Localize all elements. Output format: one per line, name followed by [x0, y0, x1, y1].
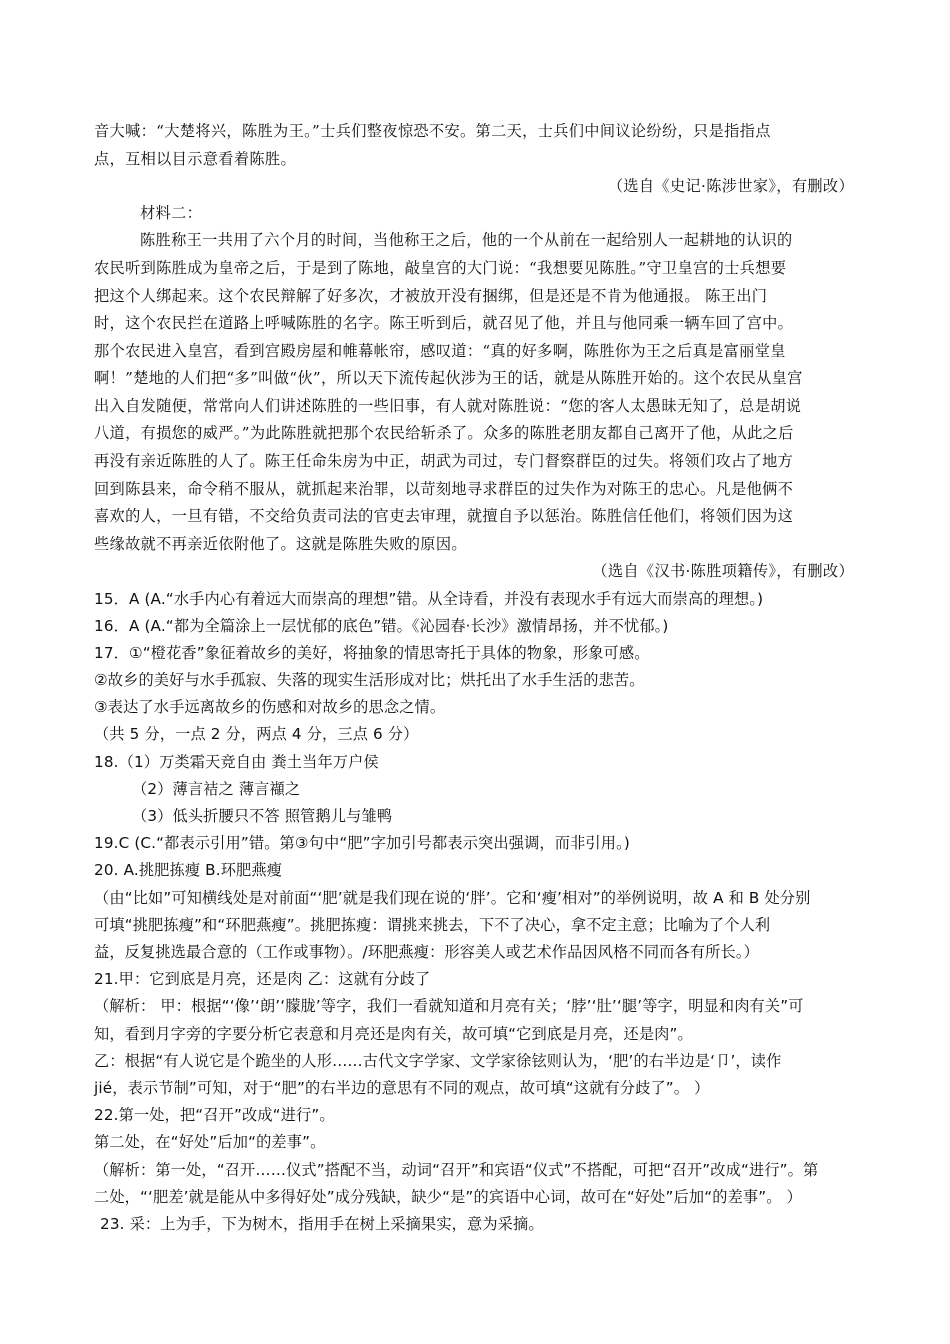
- material2-line: 喜欢的人，一旦有错，不交给负责司法的官吏去审理，就擅自予以惩治。陈胜信任他们，将领们因为这: [94, 507, 794, 525]
- answer-line: 二处，“‘肥差’就是能从中多得好处”成分残缺，缺少“是”的宾语中心词，故可在“好处”后加“的差事”。 ）: [94, 1188, 802, 1206]
- material1-source: （选自《史记·陈涉世家》，有删改）: [607, 177, 854, 195]
- material2-line: 些缘故就不再亲近依附他了。这就是陈胜失败的原因。: [94, 535, 467, 553]
- material2-line: 出入自发随便，常常向人们讲述陈胜的一些旧事，有人就对陈胜说：“您的客人太愚昧无知了，总是胡说: [94, 397, 802, 415]
- material2-line: 回到陈县来，命令稍不服从，就抓起来治罪，以苛刻地寻求群臣的过失作为对陈王的忠心。凡是他俩不: [94, 480, 794, 498]
- answer-line: ③表达了水手远离故乡的伤感和对故乡的思念之情。: [94, 698, 446, 716]
- material2-heading: 材料二：: [140, 204, 203, 222]
- answer-line: 19.C (C.“都表示引用”错。第③句中“肥”字加引号都表示突出强调，而非引用。): [94, 834, 630, 852]
- answer-line: 15．A (A.“水手内心有着远大而崇高的理想”错。从全诗看，并没有表现水手有远大而崇高的理想。): [94, 590, 764, 608]
- answer-line: （由“比如”可知横线处是对前面“‘肥’就是我们现在说的‘胖’。它和‘瘦’相对”的举例说明，故 A 和 B 处分别: [94, 889, 811, 907]
- answer-line: （共 5 分，一点 2 分，两点 4 分，三点 6 分）: [94, 725, 419, 743]
- answer-line: 22.第一处，把“召开”改成“进行”。: [94, 1106, 335, 1124]
- material2-line: 啊！”楚地的人们把“多”叫做“伙”，所以天下流传起伙涉为王的话，就是从陈胜开始的。这个农民从皇宫: [94, 369, 803, 387]
- answer-line: （2）薄言袺之 薄言襭之: [132, 780, 301, 798]
- answer-line: ②故乡的美好与水手孤寂、失落的现实生活形成对比；烘托出了水手生活的悲苦。: [94, 671, 645, 689]
- material2-source: （选自《汉书·陈胜项籍传》，有删改）: [592, 562, 854, 580]
- material2-line: 时，这个农民拦在道路上呼喊陈胜的名字。陈王听到后，就召见了他，并且与他同乘一辆车回了宫中。: [94, 314, 794, 332]
- answer-line: 23. 采：上为手，下为树木，指用手在树上采摘果实，意为采摘。: [100, 1215, 544, 1233]
- answer-line: 18.（1）万类霜天竞自由 粪土当年万户侯: [94, 753, 379, 771]
- answer-line: 第二处，在“好处”后加“的差事”。: [94, 1133, 326, 1151]
- material2-line: 八道，有损您的威严。”为此陈胜就把那个农民给斩杀了。众多的陈胜老朋友都自己离开了他，从此之后: [94, 424, 794, 442]
- answer-line: 可填“挑肥拣瘦”和“环肥燕瘦”。挑肥拣瘦：谓挑来挑去，下不了决心，拿不定主意；比喻为了个人利: [94, 916, 771, 934]
- answer-line: 乙：根据“有人说它是个跪坐的人形……古代文字学家、文学家徐铉则认为，‘肥’的右半边是‘卩’，读作: [94, 1052, 782, 1070]
- material2-line: 那个农民进入皇宫，看到宫殿房屋和帷幕帐帘，感叹道：“真的好多啊，陈胜你为王之后真是富丽堂皇: [94, 342, 786, 360]
- answer-line: 益，反复挑选最合意的（工作或事物）。/环肥燕瘦：形容美人或艺术作品因风格不同而各有所长。）: [94, 943, 759, 961]
- material1-line: 点，互相以目示意看着陈胜。: [94, 150, 296, 168]
- material2-line: 陈胜称王一共用了六个月的时间，当他称王之后，他的一个从前在一起给别人一起耕地的认识的: [140, 231, 793, 249]
- answer-line: 17．①“橙花香”象征着故乡的美好，将抽象的情思寄托于具体的物象，形象可感。: [94, 644, 650, 662]
- material2-line: 把这个人绑起来。这个农民辩解了好多次，才被放开没有捆绑，但是还是不肯为他通报。 陈王出门: [94, 287, 768, 305]
- answer-line: （3）低头折腰只不答 照管鹅儿与雏鸭: [132, 807, 393, 825]
- answer-line: （解析： 甲：根据“‘像’‘朗’‘朦胧’等字，我们一看就知道和月亮有关；‘脖’‘肚’‘腿’等字，明显和肉有关”可: [94, 997, 804, 1015]
- answer-line: 20. A.挑肥拣瘦 B.环肥燕瘦: [94, 861, 283, 879]
- answer-line: jié，表示节制”可知，对于“肥”的右半边的意思有不同的观点，故可填“这就有分歧了”。 ）: [94, 1079, 710, 1097]
- answer-line: 16．A (A.“都为全篇涂上一层忧郁的底色”错。《沁园春·长沙》激情昂扬，并不忧郁。): [94, 617, 669, 635]
- material2-line: 再没有亲近陈胜的人了。陈王任命朱房为中正，胡武为司过，专门督察群臣的过失。将领们攻占了地方: [94, 452, 794, 470]
- answer-line: 知，看到月字旁的字要分析它表意和月亮还是肉有关，故可填“它到底是月亮，还是肉”。: [94, 1025, 693, 1043]
- material1-line: 音大喊：“大楚将兴，陈胜为王。”士兵们整夜惊恐不安。第二天，士兵们中间议论纷纷，只是指指点: [94, 122, 771, 140]
- material2-line: 农民听到陈胜成为皇帝之后，于是到了陈地，敲皇宫的大门说：“我想要见陈胜。”守卫皇宫的士兵想要: [94, 259, 787, 277]
- answer-line: 21.甲：它到底是月亮，还是肉 乙：这就有分歧了: [94, 970, 431, 988]
- answer-line: （解析：第一处，“召开……仪式”搭配不当，动词“召开”和宾语“仪式”不搭配，可把“召开”改成“进行”。第: [94, 1161, 819, 1179]
